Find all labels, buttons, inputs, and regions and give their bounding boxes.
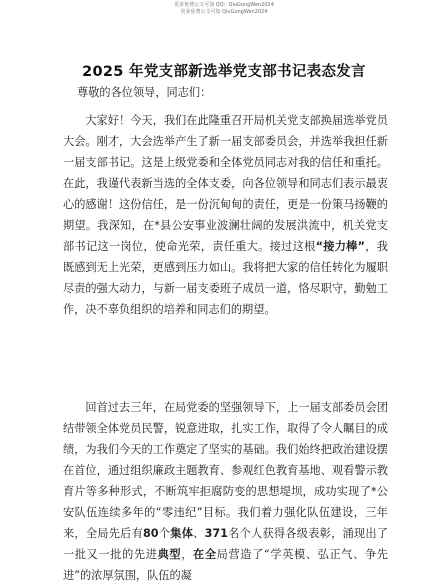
watermark-line: 更多免费公文可加 QQ：QiuGongWen2024: [174, 2, 274, 8]
paragraph: [63, 397, 388, 586]
highlighted-text: 集体: [170, 527, 194, 540]
paragraph-text: 名个人获得各级表彰，涌现出了一批又一批的先进: [63, 527, 388, 561]
paragraph-text: 、: [193, 527, 205, 540]
paragraph-text: 回首过去三年，在局党委的坚强领导下，上一届支部委员会团结带领全体党员民警，锐意进取，扎实工作，取得了令人瞩目的成绩，为我们今天的工作奠定了坚实的基础。我们始终把政治建设摆在首位，通过组织廉政主题教育、参观红色教育基地、观看警示教育片等多种形式，不断筑牢拒腐防变的思想堤坝，成功实现了*公安队伍连续多年的“零违纪”目标。我们着力强化队伍建设，三年来，全局先后有: [63, 401, 388, 540]
highlighted-text: 典型: [157, 548, 182, 561]
highlighted-text: “接力棒”: [315, 240, 366, 253]
highlighted-number: 80: [143, 527, 159, 540]
paragraph-text: 个: [158, 527, 171, 540]
highlighted-number: 371: [204, 527, 228, 540]
highlighted-text: 在全: [193, 548, 217, 561]
salutation: 尊敬的各位领导，同志们：: [77, 86, 212, 99]
paragraph-text: 大家好！今天，我们在此隆重召开局机关党支部换届选举党员大会。刚才，大会选举产生了新一届支部委员会，并选举我担任新一届支部书记。这是上级党委和全体党员同志对我的信任和重托。在此，我谨代表新当选的全体支委，向各位领导和同志们表示最衷心的感谢！这份信任，是一份沉甸甸的责任，更是一份策马扬鞭的期望。我深知，在*县公安事业波澜壮阔的发展洪流中，机关党支部书记这一岗位，使命光荣，责任重大。接过这根: [63, 114, 388, 253]
paragraph-text: ，: [181, 548, 194, 561]
paragraph-text: 局营造了“学英模、弘正气、争先进”的浓厚氛围，队伍的凝: [63, 548, 388, 582]
paragraph-text: ，我既感到无上光荣，更感到压力如山。我将把大家的信任转化为履职尽责的强大动力，与新一届支委班子成员一道，恪尽职守，勤勉工作，决不辜负组织的培养和同志们的期望。: [63, 240, 388, 316]
paragraph: [63, 110, 388, 320]
document-title: 2025 年党支部新选举党支部书记表态发言: [82, 64, 366, 80]
watermark-line: 更多免费公文可加 QiuGongWen2024: [180, 9, 268, 15]
